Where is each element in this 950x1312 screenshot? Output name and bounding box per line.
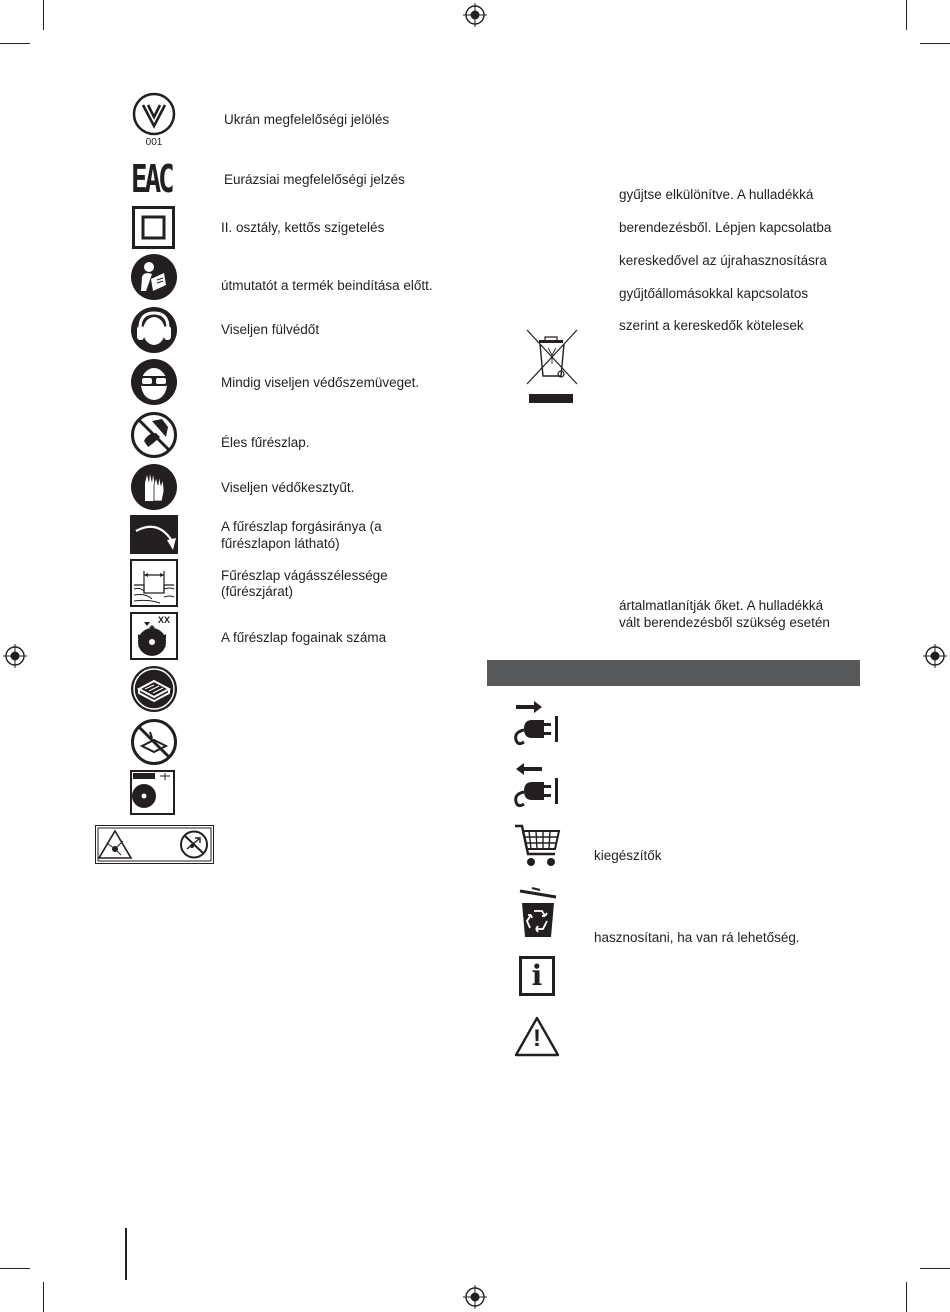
registration-mark [463,3,487,27]
crop-mark [920,43,950,44]
crossed-bin-icon [524,328,580,406]
kerf-width-label-line-2: (fűrészjárat) [221,584,294,599]
cutting-depth-icon [130,770,175,815]
weee-text-line: berendezésből. Lépjen kapcsolatba [619,220,832,235]
teeth-count-badge: XX [158,615,171,625]
crop-mark [0,1268,30,1269]
weee-text-line: ártalmatlanítják őket. A hulladékká [619,598,824,613]
eac-mark-label: Eurázsiai megfelelőségi jelzés [224,172,405,187]
registration-mark [923,644,947,668]
recycling-label: hasznosítani, ha van rá lehetőség. [594,930,800,945]
teeth-count-label: A fűrészlap fogainak száma [221,630,387,645]
page-edge-line [125,1228,127,1280]
weee-text-line: vált berendezésből szükség esetén [619,615,830,630]
sharp-blade-label: Éles fűrészlap. [221,435,310,450]
teeth-count-icon [130,612,178,660]
crop-mark [906,1282,907,1312]
double-insulation-label: II. osztály, kettős szigetelés [221,220,385,235]
eye-protection-label: Mindig viseljen védőszemüveget. [221,375,420,390]
weee-text-line: gyűjtőállomásokkal kapcsolatos [619,286,809,301]
kerf-width-label-line-1: Fűrészlap vágásszélessége [221,568,388,583]
no-metal-icon [130,718,178,766]
ear-protection-icon [130,306,178,354]
eye-protection-icon [130,358,178,406]
ear-protection-label: Viseljen fülvédőt [221,322,320,337]
crop-mark [0,43,30,44]
weee-text-line: gyűjtse elkülönítve. A hulladékká [619,187,814,202]
laser-warning-icon [95,825,214,864]
info-icon [519,956,555,996]
sharp-blade-icon [130,411,178,459]
rotation-direction-icon [130,515,178,554]
crop-mark [906,0,907,30]
info-glyph: i [531,959,543,992]
ukrainian-conformity-icon [131,92,177,150]
read-manual-label: útmutatót a termék beindítása előtt. [221,278,433,293]
weee-text-line: szerint a kereskedők kötelesek [619,318,804,333]
ukrainian-conformity-label: Ukrán megfelelőségi jelölés [224,112,390,127]
recycle-bin-icon [516,885,560,941]
registration-mark [463,1285,487,1309]
plug-in-icon [510,696,564,750]
double-insulation-icon [132,206,175,249]
registration-mark [3,644,27,668]
rotation-direction-label-line-1: A fűrészlap forgásiránya (a [221,519,382,534]
crop-mark [920,1268,950,1269]
gloves-label: Viseljen védőkesztyűt. [221,480,355,495]
gloves-icon [130,463,178,511]
kerf-width-icon [130,559,178,607]
eac-mark-icon: EAC [131,157,172,201]
crop-mark [43,1282,44,1312]
unplug-icon [510,758,564,812]
warning-triangle-icon [514,1015,560,1057]
weee-text-line: kereskedővel az újrahasznosításra [619,253,827,268]
accessories-label: kiegészítők [594,848,662,863]
rotation-direction-label-line-2: fűrészlapon látható) [221,536,340,551]
section-header-bar [487,660,860,686]
crop-mark [43,0,44,30]
shopping-cart-icon [513,822,563,872]
conformity-badge-number: 001 [145,137,163,148]
wood-material-icon [130,665,178,713]
read-manual-icon [130,253,178,301]
warning-glyph: ! [533,1025,541,1052]
